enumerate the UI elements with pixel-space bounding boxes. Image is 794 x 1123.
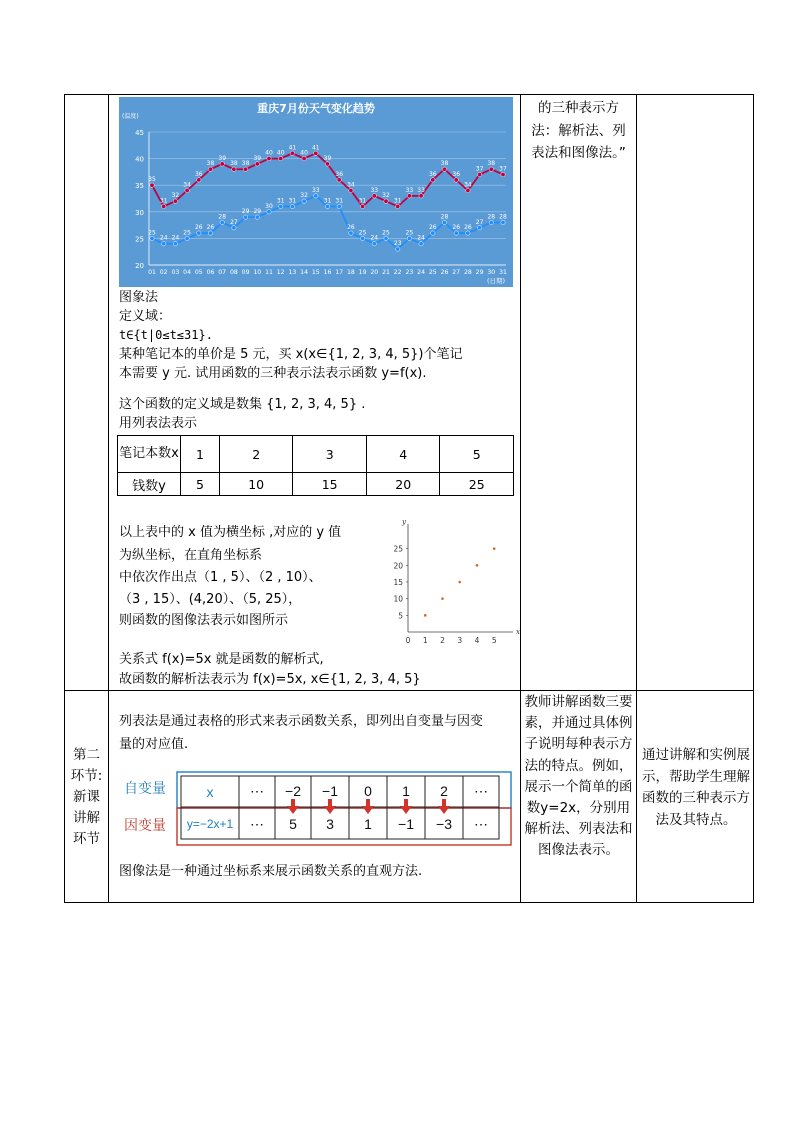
x-tick-label: 0: [405, 636, 411, 645]
table-head-y: 钱数y: [118, 473, 181, 496]
data-point: [150, 183, 154, 187]
data-label: 31: [335, 197, 344, 205]
data-label: 28: [499, 213, 507, 221]
data-label: 26: [347, 224, 355, 232]
y-tick-label: 20: [393, 561, 403, 571]
data-label: 34: [183, 181, 191, 189]
table-cell: 25: [440, 473, 514, 496]
data-point: [173, 199, 177, 203]
data-label: 36: [428, 170, 437, 178]
data-label: 31: [393, 197, 402, 205]
table-cell: 5: [181, 473, 220, 496]
data-point: [442, 167, 446, 171]
text-domain-label: 定义域：: [119, 309, 172, 324]
data-label: 41: [288, 144, 297, 152]
y-value: −1: [398, 816, 414, 832]
data-label: 33: [311, 186, 320, 194]
data-label: 40: [300, 149, 308, 157]
mapping-arrow-shaft: [328, 799, 332, 807]
x-tick-label: 20: [370, 269, 379, 276]
data-point: [372, 242, 376, 246]
data-label: 23: [393, 240, 402, 248]
x-tick-label: 17: [335, 269, 344, 276]
data-point: [279, 156, 283, 160]
data-point: [396, 247, 400, 251]
x-tick-label: 12: [276, 269, 285, 276]
text-para-1: 以上表中的 x 值为横坐标 ,对应的 y 值: [119, 525, 342, 540]
y-value: 1: [364, 816, 372, 832]
mapping-arrow-shaft: [366, 799, 370, 807]
data-label: 28: [218, 213, 227, 221]
x-tick-label: 30: [487, 269, 496, 276]
data-point: [232, 226, 236, 230]
text-para-5: 则函数的图像法表示如图所示: [119, 613, 289, 628]
x-tick-label: 3: [457, 636, 463, 645]
data-label: 38: [241, 160, 250, 168]
x-tick-label: 25: [428, 269, 437, 276]
data-point: [349, 231, 353, 235]
data-point: [501, 172, 505, 176]
x-tick-label: 13: [288, 269, 297, 276]
x-tick-label: 09: [241, 269, 250, 276]
data-label: 33: [370, 186, 379, 194]
data-point: [419, 242, 423, 246]
data-label: 25: [382, 229, 390, 237]
data-point: [477, 172, 481, 176]
y-tick-label: 40: [135, 155, 144, 164]
x-tick-label: 04: [183, 269, 192, 276]
mapping-arrow-shaft: [442, 799, 446, 807]
data-point: [360, 204, 364, 208]
x-tick-label: 27: [452, 269, 461, 276]
x-axis-label: (日期): [486, 277, 506, 285]
scatter-point: [441, 597, 444, 600]
y-value: −3: [436, 816, 452, 832]
data-label: 26: [428, 224, 437, 232]
mapping-arrow-head: [324, 806, 336, 814]
data-point: [466, 188, 470, 192]
x-value: −1: [322, 783, 338, 799]
data-label: 35: [148, 176, 156, 184]
mapping-arrow-head: [400, 806, 412, 814]
text-problem-1: 某种笔记本的单价是 5 元，买 x(x∈{1, 2, 3, 4, 5})个笔记: [119, 347, 463, 362]
x-tick-label: 11: [265, 269, 273, 276]
text-para-6: 关系式 f(x)=5x 就是函数的解析式,: [119, 652, 324, 667]
lesson-table: [64, 94, 754, 903]
text-graph-method: 图象法: [119, 290, 159, 305]
x-value: 0: [364, 783, 372, 799]
data-point: [384, 199, 388, 203]
data-label: 34: [464, 181, 472, 189]
table-cell: 10: [219, 473, 293, 496]
text-sec2-2: 量的对应值.: [119, 737, 189, 752]
x-tick-label: 16: [323, 269, 332, 276]
y-head: y=−2x+1: [186, 817, 234, 831]
mapping-arrow-shaft: [291, 799, 295, 807]
y-tick-label: 15: [393, 578, 403, 587]
text-sec2-1: 列表法是通过表格的形式来表示函数关系，即列出自变量与因变: [119, 714, 484, 729]
data-label: 39: [323, 154, 332, 162]
x-tick-label: 28: [463, 269, 472, 276]
data-label: 25: [405, 229, 414, 237]
x-tick-label: 05: [194, 269, 203, 276]
x-tick-label: 03: [171, 269, 180, 276]
data-point: [197, 178, 201, 182]
data-point: [255, 215, 259, 219]
table-cell: 1: [181, 436, 220, 473]
data-label: 39: [218, 154, 227, 162]
text-para-4: （3 , 15）、(4,20）、（5, 25），: [119, 592, 302, 607]
data-label: 24: [417, 234, 425, 242]
data-label: 31: [288, 197, 297, 205]
data-label: 26: [452, 224, 461, 232]
data-point: [162, 204, 166, 208]
data-label: 26: [464, 224, 472, 232]
x-tick-label: 24: [417, 269, 426, 276]
col3-bottom-text: 教师讲解函数三要素，并通过具体例子说明每种表示方法的特点。例如，展示一个简单的函数y=2x，分别用解析法、列表法和图像法表示。: [524, 694, 633, 859]
data-point: [349, 188, 353, 192]
data-point: [372, 194, 376, 198]
data-label: 24: [159, 234, 168, 242]
x-tick-label: 1: [422, 636, 428, 645]
data-label: 24: [171, 234, 180, 242]
table-cell: 3: [293, 436, 367, 473]
data-point: [290, 204, 294, 208]
scatter-point: [458, 581, 461, 584]
weather-chart: [119, 97, 513, 287]
data-point: [255, 162, 259, 166]
data-point: [442, 220, 446, 224]
data-point: [173, 242, 177, 246]
data-point: [489, 220, 493, 224]
mapping-arrow-head: [287, 806, 299, 814]
table-cell: 20: [366, 473, 440, 496]
data-label: 28: [440, 213, 449, 221]
data-label: 38: [487, 160, 496, 168]
data-label: 30: [265, 202, 273, 210]
scatter-point: [493, 547, 496, 550]
data-point: [302, 156, 306, 160]
data-label: 32: [382, 192, 390, 200]
chart-title: 重庆7月份天气变化趋势: [257, 102, 375, 115]
data-point: [150, 236, 154, 240]
data-point: [454, 231, 458, 235]
x-tick-label: 21: [382, 269, 390, 276]
x-tick-label: 2: [440, 636, 445, 645]
text-domain-set-2: 这个函数的定义域是数集 {1, 2, 3, 4, 5} .: [119, 397, 366, 412]
data-label: 36: [452, 170, 461, 178]
data-label: 37: [475, 165, 484, 173]
data-point: [290, 151, 294, 155]
table-cell: 5: [440, 436, 514, 473]
y-value: 5: [289, 816, 297, 832]
y-value: 3: [326, 816, 334, 832]
data-label: 33: [417, 186, 425, 194]
y-tick-label: 25: [135, 235, 144, 244]
data-point: [477, 226, 481, 230]
data-point: [501, 220, 505, 224]
data-point: [243, 167, 247, 171]
y-axis-label: y: [402, 518, 406, 526]
x-tick-label: 31: [499, 269, 507, 276]
data-label: 31: [323, 197, 332, 205]
y-value: ⋯: [474, 816, 488, 832]
data-label: 34: [347, 181, 355, 189]
text-problem-2: 本需要 y 元. 试用函数的三种表示法表示函数 y=f(x).: [119, 366, 427, 381]
data-label: 24: [370, 234, 379, 242]
data-point: [162, 242, 166, 246]
mapping-arrow-head: [362, 806, 374, 814]
col3-top-text: 的三种表示方法：解析法、列表法和图像法。”: [531, 100, 626, 161]
x-tick-label: 07: [218, 269, 227, 276]
data-label: 40: [276, 149, 285, 157]
text-para-3: 中依次作出点（1 , 5）、（2 , 10）、: [119, 570, 322, 585]
label-dependent-var: 因变量: [124, 817, 166, 833]
data-point: [185, 188, 189, 192]
data-point: [267, 210, 271, 214]
data-point: [407, 236, 411, 240]
data-label: 31: [358, 197, 367, 205]
x-axis-label: x: [516, 628, 520, 636]
text-list-method: 用列表法表示: [119, 416, 198, 431]
table-cell: 2: [219, 436, 293, 473]
x-tick-label: 5: [491, 636, 497, 645]
y-tick-label: 20: [135, 262, 144, 270]
x-tick-label: 18: [346, 269, 355, 276]
data-point: [208, 167, 212, 171]
data-label: 26: [194, 224, 203, 232]
x-tick-label: 06: [206, 269, 215, 276]
x-tick-label: 26: [440, 269, 449, 276]
data-point: [396, 204, 400, 208]
data-label: 25: [148, 229, 156, 237]
data-point: [243, 215, 247, 219]
data-label: 39: [253, 154, 262, 162]
data-label: 32: [171, 192, 180, 200]
text-sec2-3: 图像法是一种通过坐标系来展示函数关系的直观方法.: [119, 864, 423, 879]
x-value: 2: [440, 783, 448, 799]
x-row-frame: [177, 772, 511, 808]
notebook-price-table: [117, 435, 514, 496]
y-tick-label: 30: [135, 208, 144, 217]
data-point: [302, 199, 306, 203]
data-point: [314, 194, 318, 198]
y-tick-label: 10: [393, 594, 403, 604]
data-label: 29: [241, 208, 250, 216]
mapping-arrow-head: [438, 806, 450, 814]
data-label: 25: [358, 229, 367, 237]
data-label: 38: [230, 160, 238, 168]
function-table-svg: [123, 772, 513, 848]
scatter-chart: [378, 519, 518, 649]
data-label: 31: [276, 197, 285, 205]
x-head: x: [206, 784, 214, 800]
x-value: −2: [285, 783, 301, 799]
y-axis-label: (温度): [122, 113, 139, 120]
scatter-point: [476, 564, 479, 567]
col4-bottom-text: 通过讲解和实例展示，帮助学生理解函数的三种表示方法及其特点。: [642, 747, 750, 828]
data-point: [489, 167, 493, 171]
text-domain-set: t∈{t|0≤t≤31}.: [119, 328, 213, 342]
weather-chart-svg: [119, 97, 513, 287]
table-cell: 15: [293, 473, 367, 496]
data-point: [360, 236, 364, 240]
data-label: 27: [475, 218, 484, 226]
data-label: 25: [183, 229, 191, 237]
data-label: 32: [300, 192, 308, 200]
data-point: [384, 236, 388, 240]
x-tick-label: 15: [311, 269, 320, 276]
data-label: 27: [230, 218, 238, 226]
x-tick-label: 02: [159, 269, 168, 276]
data-point: [454, 178, 458, 182]
x-tick-label: 22: [393, 269, 402, 276]
data-point: [325, 204, 329, 208]
data-point: [314, 151, 318, 155]
data-label: 41: [311, 144, 320, 152]
section-label: 第二环节:新课讲解环节: [70, 747, 103, 847]
x-tick-label: 14: [300, 269, 309, 276]
data-label: 26: [206, 224, 215, 232]
data-point: [431, 231, 435, 235]
scatter-point: [424, 614, 427, 617]
x-tick-label: 01: [148, 269, 156, 276]
y-value: ⋯: [250, 816, 264, 832]
data-point: [279, 204, 283, 208]
data-point: [325, 162, 329, 166]
data-label: 33: [405, 186, 414, 194]
x-tick-label: 08: [229, 269, 238, 276]
data-label: 36: [194, 170, 203, 178]
data-point: [419, 194, 423, 198]
mapping-arrow-shaft: [404, 799, 408, 807]
y-tick-label: 45: [135, 129, 144, 137]
x-value: 1: [402, 783, 410, 799]
label-independent-var: 自变量: [124, 780, 166, 796]
data-point: [185, 236, 189, 240]
data-label: 38: [440, 160, 449, 168]
data-point: [232, 167, 236, 171]
x-tick-label: 4: [474, 636, 480, 645]
function-value-table: [123, 772, 513, 848]
text-para-2: 为纵坐标，在直角坐标系: [119, 548, 263, 563]
data-point: [220, 220, 224, 224]
x-tick-label: 23: [405, 269, 414, 276]
data-point: [220, 162, 224, 166]
y-tick-label: 35: [135, 182, 144, 191]
data-label: 36: [335, 170, 344, 178]
data-label: 28: [487, 213, 496, 221]
data-label: 37: [499, 165, 507, 173]
x-value: ⋯: [474, 783, 488, 799]
text-para-7: 故函数的解析法表示为 f(x)=5x, x∈{1, 2, 3, 4, 5}: [119, 672, 421, 687]
data-point: [407, 194, 411, 198]
data-label: 40: [265, 149, 273, 157]
data-point: [466, 231, 470, 235]
data-point: [431, 178, 435, 182]
table-cell: 4: [366, 436, 440, 473]
data-point: [208, 231, 212, 235]
x-value: ⋯: [250, 783, 264, 799]
data-point: [197, 231, 201, 235]
data-label: 31: [159, 197, 168, 205]
x-tick-label: 29: [475, 269, 484, 276]
data-point: [337, 204, 341, 208]
y-tick-label: 25: [393, 544, 403, 554]
data-label: 38: [206, 160, 215, 168]
x-tick-label: 19: [358, 269, 367, 276]
table-head-x: 笔记本数x: [118, 436, 181, 473]
y-tick-label: 5: [398, 611, 403, 621]
data-point: [267, 156, 271, 160]
data-point: [337, 178, 341, 182]
x-tick-label: 10: [253, 269, 262, 276]
data-label: 29: [253, 208, 262, 216]
